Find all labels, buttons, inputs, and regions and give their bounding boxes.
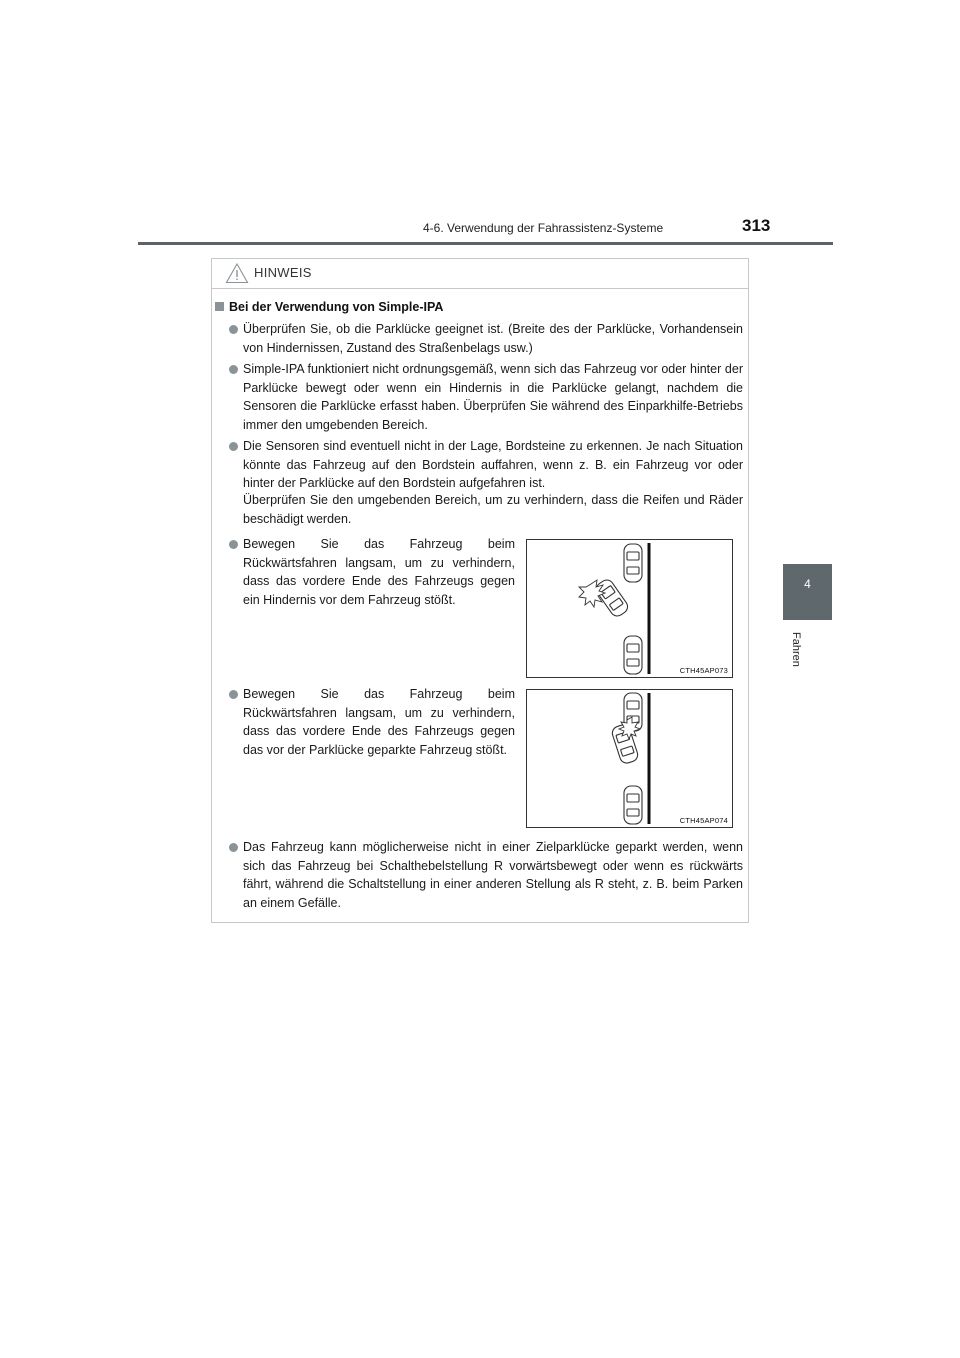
page-number: 313 [742, 216, 771, 235]
figure-obstacle-collision [526, 539, 733, 678]
bullet-item [243, 685, 515, 759]
warning-icon [225, 262, 249, 284]
notice-header [212, 259, 748, 289]
section-heading-text: Bei der Verwendung von Simple-IPA [229, 300, 444, 314]
bullet-dot-icon [229, 365, 238, 374]
bullet-text: Das Fahrzeug kann möglicherweise nicht in einer Zielparklücke geparkt werden, wenn sich das Fahrzeug bei Schalthebelstellung R vorwärtsbewegt oder wenn es rückwärts fährt, während die Schaltstellung in einer anderen Stellung als R steht, z. B. beim Parken an einem Gefälle. [243, 840, 743, 910]
bullet-text: Überprüfen Sie, ob die Parklücke geeignet ist. (Breite des der Parklücke, Vorhandensein von Hindernissen, Zustand des Straßenbelags usw.) [243, 322, 743, 355]
chapter-number: 4 [804, 577, 811, 591]
header-section-title: 4-6. Verwendung der Fahrassistenz-Systeme [423, 221, 664, 235]
bullet-continuation: Überprüfen Sie den umgebenden Bereich, um zu verhindern, dass die Reifen und Räder beschädigt werden. [243, 493, 743, 526]
section-heading [215, 300, 443, 314]
parking-illustration-icon [527, 540, 732, 677]
figure-code: CTH45AP073 [679, 666, 728, 675]
bullet-dot-icon [229, 442, 238, 451]
bullet-dot-icon [229, 325, 238, 334]
bullet-text: Die Sensoren sind eventuell nicht in der Lage, Bordsteine zu erkennen. Je nach Situation könnte das Fahrzeug auf den Bordstein auffahren, wenn z. B. ein Fahrzeug vor oder hinter der Parklücke auf den Bordstein aufgefahren ist. [243, 439, 743, 490]
bullet-item [243, 320, 743, 357]
notice-title: HINWEIS [254, 265, 312, 280]
bullet-text: Simple-IPA funktioniert nicht ordnungsgemäß, wenn sich das Fahrzeug vor oder hinter der Parklücke bewegt oder wenn ein Hindernis in die Parklücke gelangt, nachdem die Sensoren die Parklücke erfasst haben. Überprüfen Sie während des Einparkhilfe-Betriebs immer den umgebenden Bereich. [243, 362, 743, 432]
bullet-item [243, 437, 743, 493]
parking-illustration-icon [527, 690, 732, 827]
bullet-dot-icon [229, 540, 238, 549]
bullet-text: Bewegen Sie das Fahrzeug beim Rückwärtsfahren langsam, um zu verhindern, dass das vordere Ende des Fahrzeugs gegen das vor der Parklücke geparkte Fahrzeug stößt. [243, 687, 515, 757]
header-rule [138, 242, 833, 245]
chapter-tab [783, 564, 832, 620]
bullet-dot-icon [229, 690, 238, 699]
bullet-text: Bewegen Sie das Fahrzeug beim Rückwärtsfahren langsam, um zu verhindern, dass das vordere Ende des Fahrzeugs gegen ein Hindernis vor dem Fahrzeug stößt. [243, 537, 515, 607]
bullet-item [243, 838, 743, 912]
figure-code: CTH45AP074 [679, 816, 728, 825]
bullet-item [243, 535, 515, 609]
bullet-item [243, 360, 743, 434]
figure-parked-car-collision [526, 689, 733, 828]
chapter-label: Fahren [790, 632, 802, 667]
bullet-dot-icon [229, 843, 238, 852]
section-square-icon [215, 302, 224, 311]
